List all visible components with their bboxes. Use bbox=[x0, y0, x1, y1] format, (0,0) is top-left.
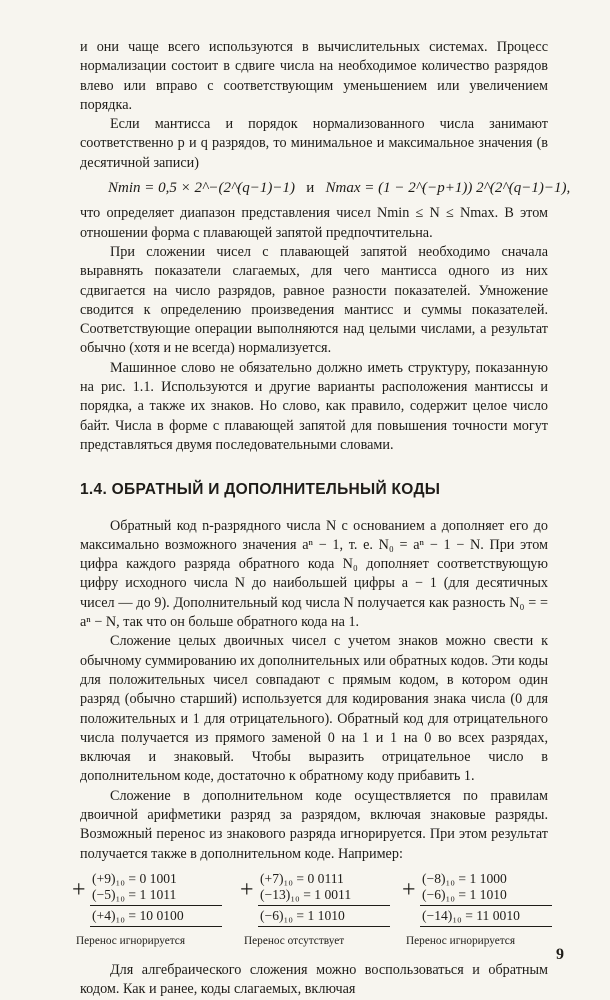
example-sum: (−14)₁₀ = 11 0010 bbox=[422, 907, 520, 923]
paragraph-2: Если мантисса и порядок нормализованного числа занимают соответственно p и q разрядов, то минимальное и максимальное значения (в десятичной записи) bbox=[80, 116, 548, 171]
paragraph-8: Сложение в дополнительном коде осуществляется по правилам двоичной арифметики разряд за разрядом, включая знаковые разряды. Возможный перенос из знакового разряда игнорируется. При этом результат получается также в дополнительном коде. Например: bbox=[80, 787, 548, 862]
section-heading: 1.4. ОБРАТНЫЙ И ДОПОЛНИТЕЛЬНЫЙ КОДЫ bbox=[80, 481, 441, 499]
paragraph-4: При сложении чисел с плавающей запятой необходимо сначала выравнять показатели слагаемых, для чего мантисса одного из них сдвигается на число разрядов, равное разности показателей. Умножение сводится к определению произведения мантисс и суммы показателей. Соответствующие операции выполняются над целыми числами, а результат обычно (хотя и не всегда) нормализуется. bbox=[80, 243, 548, 357]
formula-and: и bbox=[306, 180, 315, 197]
example-sum: (+4)₁₀ = 10 0100 bbox=[92, 907, 184, 923]
example-caption: Перенос отсутствует bbox=[244, 934, 345, 947]
example-operand-b: (−6)₁₀ = 1 1010 bbox=[422, 886, 507, 902]
sum-underline bbox=[258, 926, 390, 927]
page-body bbox=[72, 38, 571, 999]
paragraph-7: Сложение целых двоичных чисел с учетом знаков можно свести к обычному суммированию их дополнительных или обратных кодов. Эти коды для положительных чисел совпадают с прямым кодом, в котором один разряд (обычно старший) используется для кодирования знака числа (0 для положительных и 1 для отрицательного). Обратный код для отрицательного числа получается из прямого заменой 0 на 1 и 1 на 0 во всех разрядах, включая и знаковый. Чтобы выразить отрицательное число в дополнительном коде, достаточно к обратному коду прибавить 1. bbox=[80, 633, 548, 785]
example-operand-a: (−8)₁₀ = 1 1000 bbox=[422, 870, 507, 886]
example-operand-a: (+7)₁₀ = 0 0111 bbox=[260, 870, 344, 886]
example-sum: (−6)₁₀ = 1 1010 bbox=[260, 907, 345, 923]
plus-sign: + bbox=[72, 876, 86, 903]
example-operand-b: (−5)₁₀ = 1 1011 bbox=[92, 886, 177, 902]
example-caption: Перенос игнорируется bbox=[76, 934, 186, 947]
formula-nmax: Nmax = (1 − 2^(−p+1)) 2^(2^(q−1)−1), bbox=[325, 180, 571, 197]
example-caption: Перенос игнорируется bbox=[406, 934, 516, 947]
addition-examples bbox=[72, 870, 548, 956]
example-operand-b: (−13)₁₀ = 1 0011 bbox=[260, 886, 352, 902]
sum-line bbox=[90, 905, 222, 906]
plus-sign: + bbox=[402, 876, 416, 903]
paragraph-1: и они чаще всего используются в вычислительных системах. Процесс нормализации состоит в сдвиге числа на необходимое количество разрядов влево или вправо с соответствующим уменьшением или увеличением порядка. bbox=[80, 39, 548, 113]
sum-line bbox=[258, 905, 390, 906]
range-formula bbox=[108, 179, 571, 198]
paragraph-9: Для алгебраического сложения можно воспользоваться и обратным кодом. Как и ранее, коды слагаемых, включая bbox=[80, 961, 548, 998]
paragraph-5: Машинное слово не обязательно должно иметь структуру, показанную на рис. 1.1. Используются и другие варианты расположения мантиссы и порядка, а также их знаков. Но слово, как правило, содержит целое число байт. Числа в форме с плавающей запятой для повышения точности могут представляться двумя последовательными словами. bbox=[80, 359, 548, 453]
paragraph-6: Обратный код n-разрядного числа N с основанием a дополняет его до максимально возможного значения aⁿ − 1, т. е. N₀ = aⁿ − 1 − N. При этом цифра каждого разряда обратного кода N₀ дополняет соответствующую цифру исходного числа N до наибольшей цифры a − 1 (для десятичных чисел — до 9). Дополнительный код числа N получается как разность N₀ = = aⁿ − N, так что он больше обратного кода на 1. bbox=[80, 517, 548, 631]
page-number: 9 bbox=[556, 946, 564, 963]
sum-line bbox=[420, 905, 552, 906]
sum-underline bbox=[90, 926, 222, 927]
plus-sign: + bbox=[240, 876, 254, 903]
paragraph-3: что определяет диапазон представления чисел Nmin ≤ N ≤ Nmax. В этом отношении форма с плавающей запятой предпочтительна. bbox=[80, 205, 548, 241]
example-operand-a: (+9)₁₀ = 0 1001 bbox=[92, 870, 177, 886]
formula-nmin: Nmin = 0,5 × 2^−(2^(q−1)−1) bbox=[108, 180, 296, 197]
sum-underline bbox=[420, 926, 552, 927]
